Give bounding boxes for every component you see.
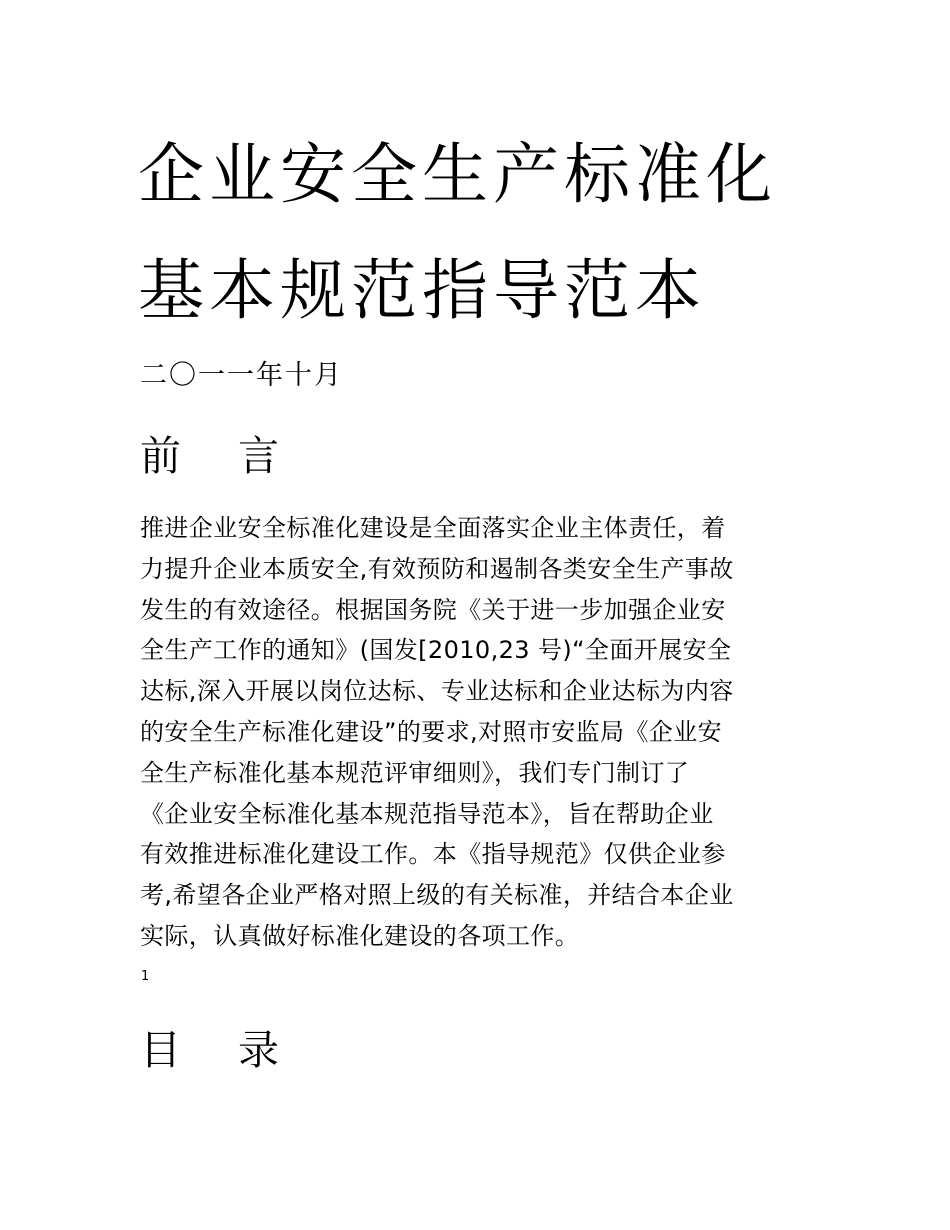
preface-line: 实际，认真做好标准化建设的各项工作。 [140,921,580,950]
preface-line: 发生的有效途径。根据国务院《关于进一步加强企业安 [140,595,726,624]
preface-line: 力提升企业本质安全,有效预防和遏制各类安全生产事故 [140,554,734,583]
toc-heading: 目 录 [140,1026,302,1074]
document-date: 二〇一一年十月 [140,360,343,391]
preface-heading: 前 言 [140,432,302,480]
preface-line: 全生产标准化基本规范评审细则》，我们专门制订了 [140,758,690,787]
preface-line: 的安全生产标准化建设”的要求,对照市安监局《企业安 [140,717,723,746]
page-number: 1 [141,969,150,984]
preface-line: 《企业安全标准化基本规范指导范本》，旨在帮助企业 [140,799,714,828]
preface-body [140,508,820,957]
preface-line: 有效推进标准化建设工作。本《指导规范》仅供企业参 [140,840,726,869]
document-title-line-1: 企业安全生产标准化 [138,136,777,213]
preface-line: 考,希望各企业严格对照上级的有关标准，并结合本企业 [140,881,734,910]
preface-line: 推进企业安全标准化建设是全面落实企业主体责任，着 [140,514,726,542]
preface-line: 达标,深入开展以岗位达标、专业达标和企业达标为内容 [140,677,734,706]
preface-line: 全生产工作的通知》(国发[2010,23 号)“全面开展安全 [140,636,732,665]
document-title-line-2: 基本规范指导范本 [138,252,706,329]
